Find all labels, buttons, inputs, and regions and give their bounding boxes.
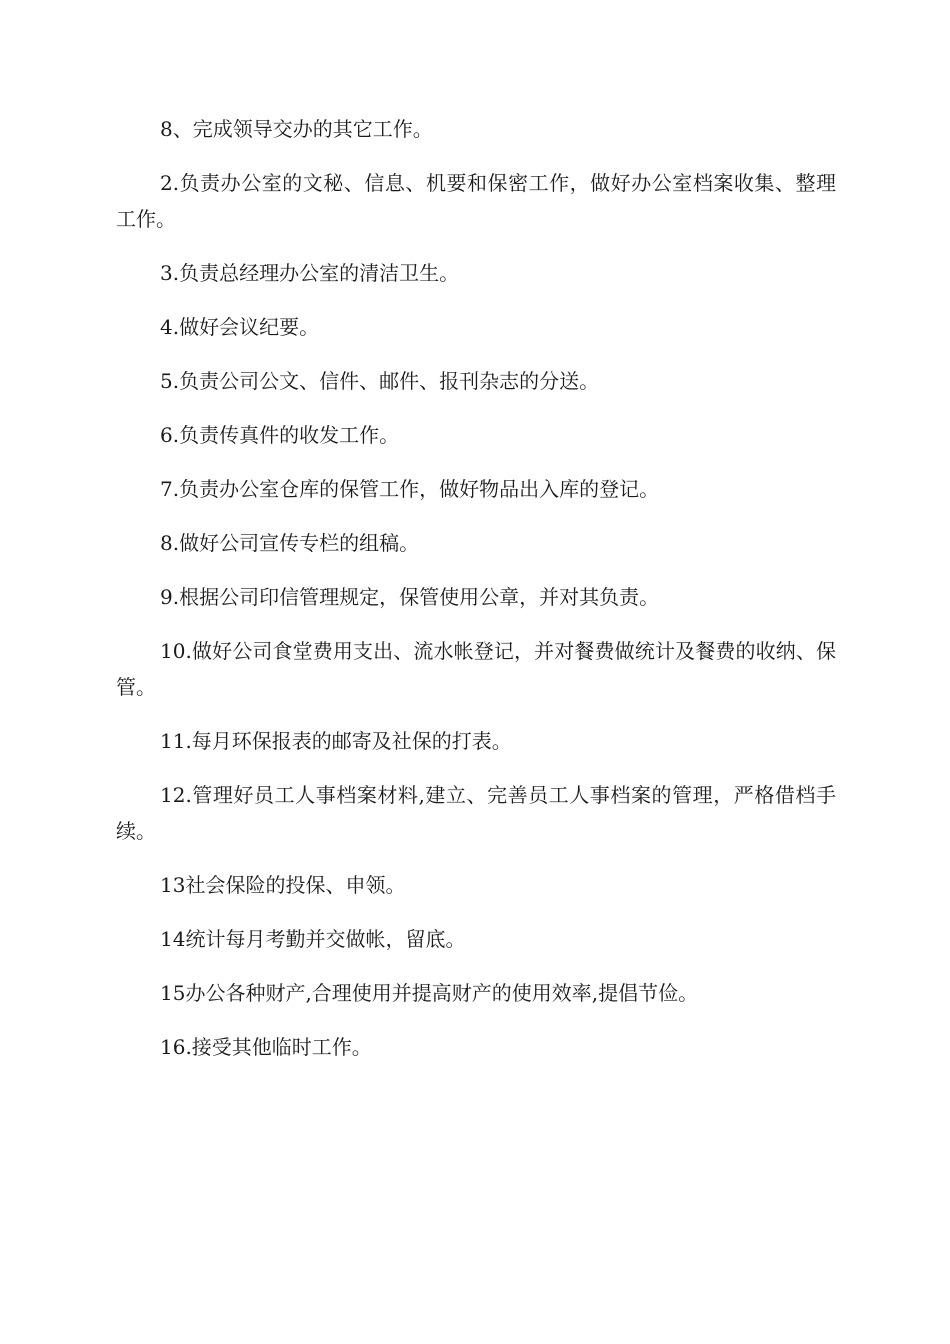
paragraph: 15办公各种财产,合理使用并提高财产的使用效率,提倡节俭。 [160, 981, 699, 1005]
paragraph: 10.做好公司食堂费用支出、流水帐登记，并对餐费做统计及餐费的收纳、保管。 [116, 639, 836, 699]
paragraph: 4.做好会议纪要。 [160, 315, 320, 339]
paragraph: 5.负责公司公文、信件、邮件、报刊杂志的分送。 [160, 369, 600, 393]
paragraph: 13社会保险的投保、申领。 [160, 873, 406, 897]
document-body [116, 111, 836, 1083]
paragraph: 3.负责总经理办公室的清洁卫生。 [160, 261, 460, 285]
paragraph: 6.负责传真件的收发工作。 [160, 423, 400, 447]
paragraph: 16.接受其他临时工作。 [160, 1035, 372, 1059]
paragraph: 2.负责办公室的文秘、信息、机要和保密工作，做好办公室档案收集、整理工作。 [116, 171, 836, 231]
paragraph: 7.负责办公室仓库的保管工作，做好物品出入库的登记。 [160, 477, 660, 501]
paragraph: 14统计每月考勤并交做帐，留底。 [160, 927, 466, 951]
paragraph: 11.每月环保报表的邮寄及社保的打表。 [160, 729, 512, 753]
paragraph: 8.做好公司宣传专栏的组稿。 [160, 531, 420, 555]
paragraph: 8、完成领导交办的其它工作。 [160, 117, 433, 141]
paragraph: 9.根据公司印信管理规定，保管使用公章，并对其负责。 [160, 585, 660, 609]
paragraph: 12.管理好员工人事档案材料,建立、完善员工人事档案的管理，严格借档手续。 [116, 783, 836, 843]
